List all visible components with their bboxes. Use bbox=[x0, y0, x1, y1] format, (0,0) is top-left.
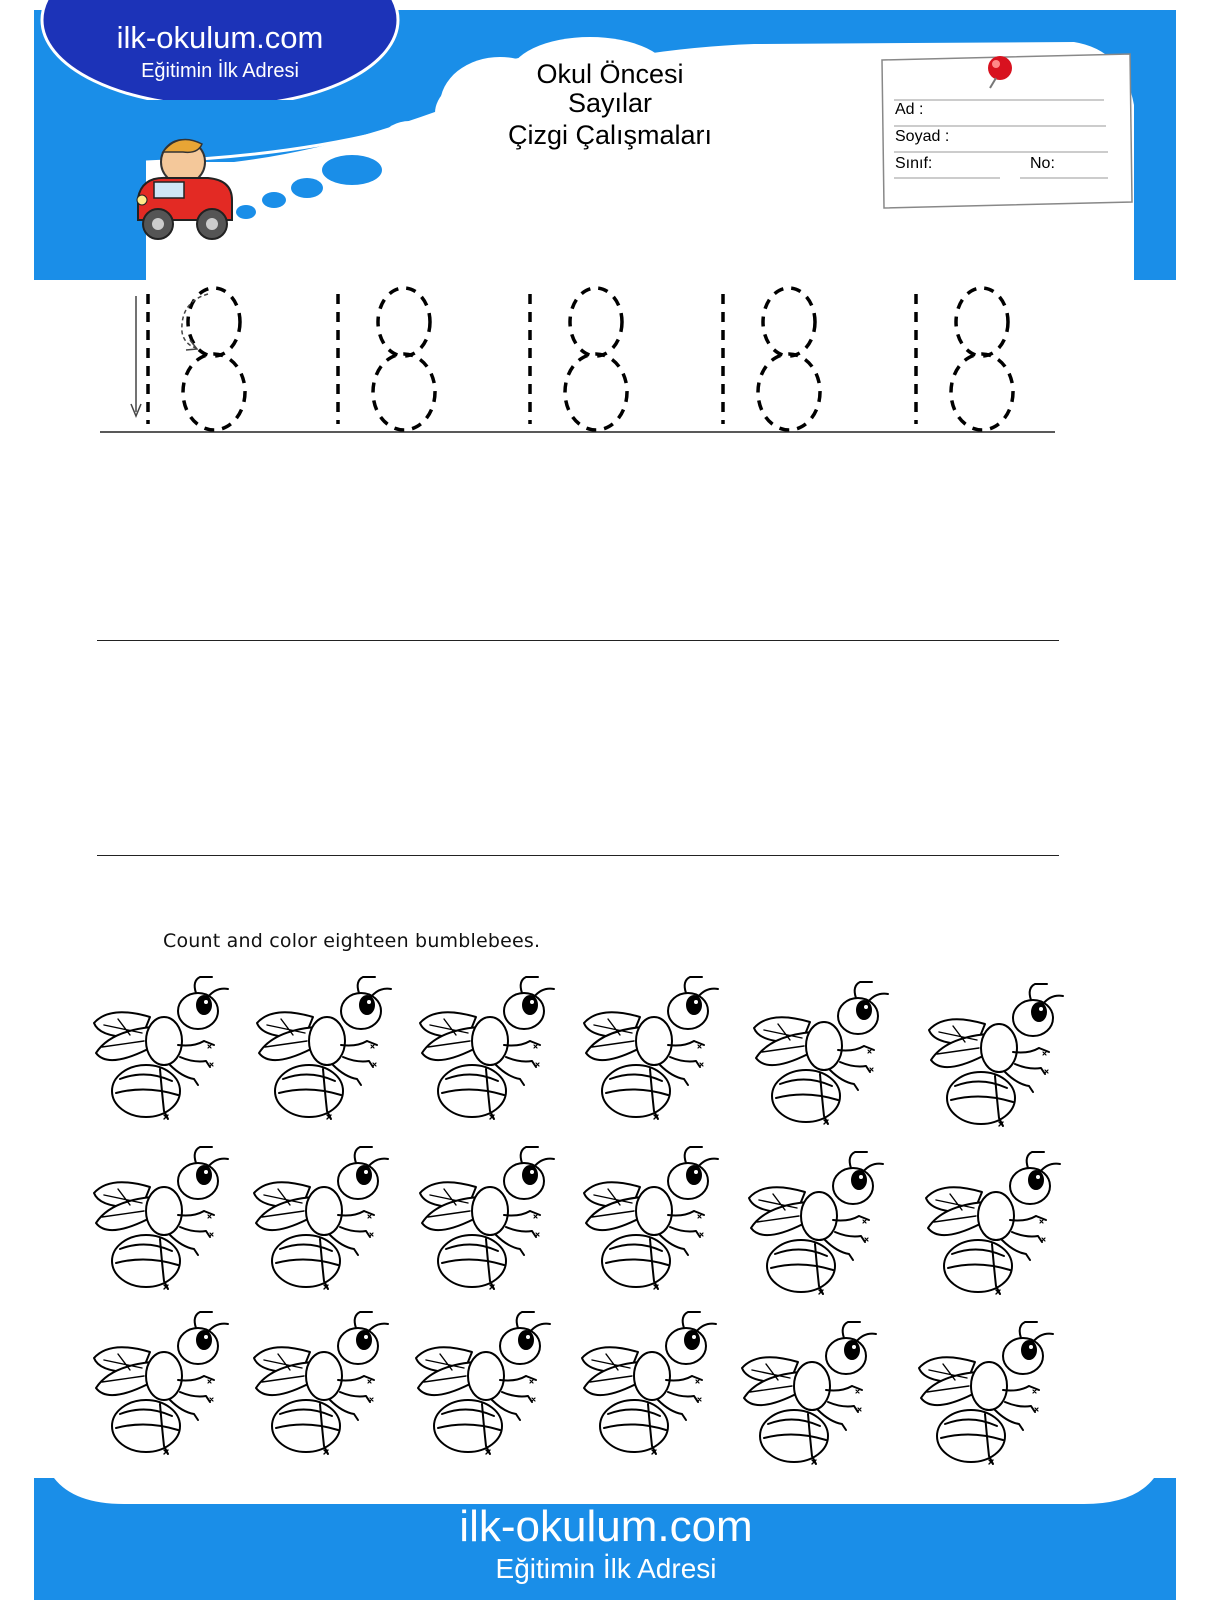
bumblebee-7[interactable] bbox=[90, 1145, 230, 1297]
bumblebee-11[interactable] bbox=[745, 1150, 885, 1302]
bumblebee-17[interactable] bbox=[738, 1320, 878, 1472]
bumblebee-18[interactable] bbox=[915, 1320, 1055, 1472]
bumblebee-1[interactable] bbox=[90, 975, 230, 1127]
pushpin-icon bbox=[980, 52, 1020, 92]
last-name-label: Soyad : bbox=[895, 128, 950, 145]
car-mascot-illustration bbox=[128, 128, 238, 248]
class-label: Sınıf: bbox=[895, 155, 933, 172]
bumblebee-14[interactable] bbox=[250, 1310, 390, 1462]
bumblebee-15[interactable] bbox=[412, 1310, 552, 1462]
bumblebee-2[interactable] bbox=[253, 975, 393, 1127]
cloud-puffs bbox=[232, 150, 392, 230]
worksheet-title-line-3: Çizgi Çalışmaları bbox=[507, 120, 713, 150]
bumblebee-4[interactable] bbox=[580, 975, 720, 1127]
bumblebee-12[interactable] bbox=[922, 1150, 1062, 1302]
bumblebee-3[interactable] bbox=[416, 975, 556, 1127]
writing-line-1 bbox=[97, 640, 1059, 641]
footer-tagline: Eğitimin İlk Adresi bbox=[495, 1553, 717, 1584]
writing-line-2 bbox=[97, 855, 1059, 856]
bumblebee-16[interactable] bbox=[578, 1310, 718, 1462]
bumblebee-10[interactable] bbox=[580, 1145, 720, 1297]
bumblebee-13[interactable] bbox=[90, 1310, 230, 1462]
bumblebee-8[interactable] bbox=[250, 1145, 390, 1297]
footer-site-name: ilk-okulum.com bbox=[459, 1502, 753, 1551]
number-tracing-row bbox=[0, 280, 1212, 450]
site-logo-tagline: Eğitimin İlk Adresi bbox=[141, 60, 299, 82]
activity-instruction: Count and color eighteen bumblebees. bbox=[163, 930, 541, 952]
worksheet-title-line-1: Okul Öncesi bbox=[536, 59, 684, 89]
site-logo-title: ilk-okulum.com bbox=[116, 20, 324, 55]
number-label: No: bbox=[1030, 155, 1055, 172]
worksheet-title-line-2: Sayılar bbox=[567, 88, 653, 118]
bumblebee-6[interactable] bbox=[925, 982, 1065, 1134]
first-name-label: Ad : bbox=[895, 101, 924, 118]
bumblebee-9[interactable] bbox=[416, 1145, 556, 1297]
bumblebee-5[interactable] bbox=[750, 980, 890, 1132]
